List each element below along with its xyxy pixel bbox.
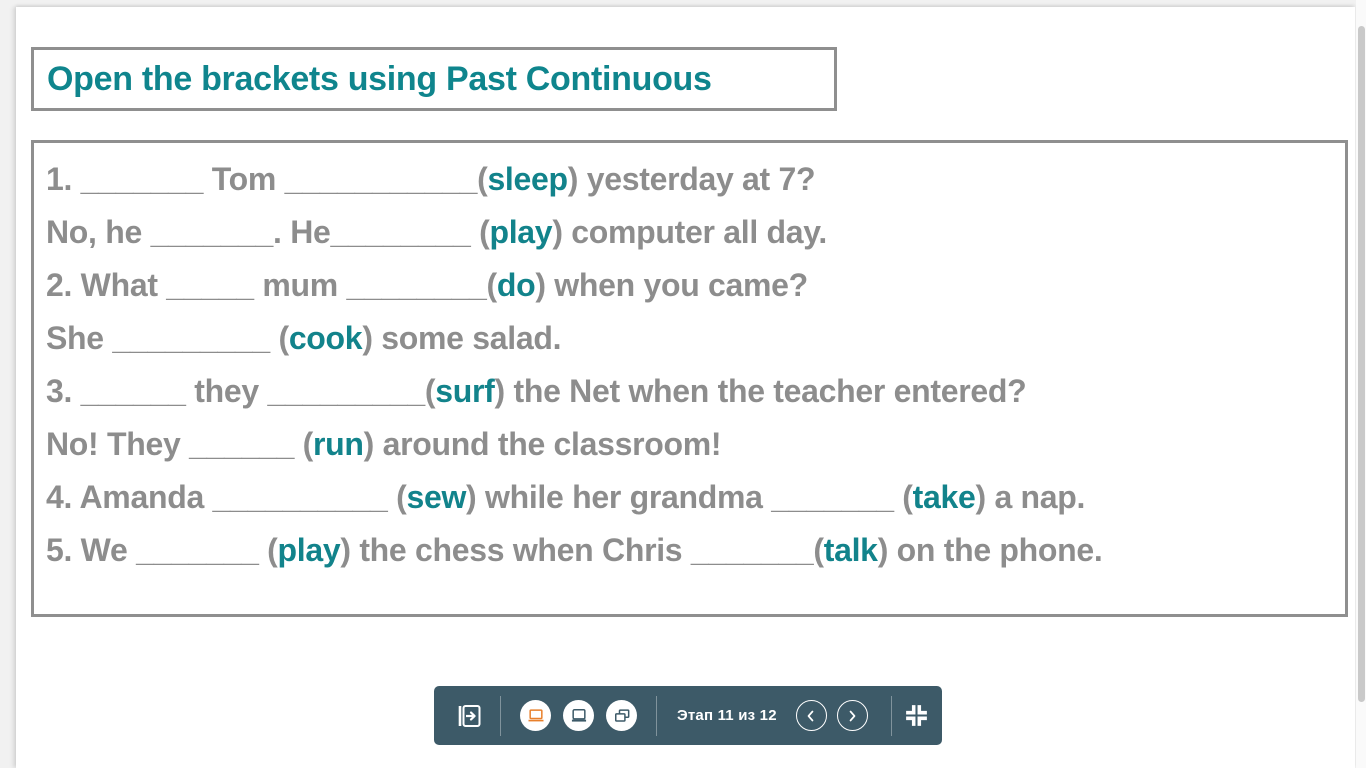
exit-slideshow-button[interactable]	[452, 699, 486, 733]
sentence-text: ) while her grandma _______ (	[466, 479, 913, 515]
sentence-text: ) a nap.	[975, 479, 1086, 515]
sentence-text: She _________ (	[46, 320, 289, 356]
previous-stage-button[interactable]	[796, 700, 827, 731]
sentence-text: ) some salad.	[362, 320, 562, 356]
exercise-line	[46, 418, 1333, 471]
stage-nav-group	[791, 700, 873, 731]
page-scrollbar-thumb[interactable]	[1358, 26, 1365, 702]
sentence-text: No! They ______ (	[46, 426, 314, 462]
presentation-toolbar	[434, 686, 942, 745]
page-title: Open the brackets using Past Continuous	[47, 59, 712, 98]
exercise-line	[46, 153, 1333, 206]
verb-hint: run	[313, 426, 364, 462]
exercise-line	[46, 524, 1333, 577]
overlapping-windows-icon	[612, 706, 632, 726]
page-scrollbar-track	[1356, 0, 1366, 768]
title-box	[31, 47, 837, 111]
next-stage-button[interactable]	[837, 700, 868, 731]
verb-hint: play	[277, 532, 341, 568]
sentence-text: ) around the classroom!	[363, 426, 722, 462]
verb-hint: play	[489, 214, 553, 250]
exercise-line	[46, 206, 1333, 259]
sentence-text: 1. _______ Tom ___________(	[46, 161, 488, 197]
verb-hint: take	[912, 479, 976, 515]
verb-hint: do	[496, 267, 536, 303]
stage-indicator: Этап 11 из 12	[677, 707, 777, 724]
collapse-fullscreen-button[interactable]	[902, 701, 932, 731]
screen-mode-button[interactable]	[520, 700, 551, 731]
toolbar-right	[892, 701, 942, 731]
sentence-text: 3. ______ they _________(	[46, 373, 436, 409]
chevron-right-icon	[845, 709, 859, 723]
sentence-text: ) computer all day.	[552, 214, 827, 250]
sentence-text: 4. Amanda __________ (	[46, 479, 407, 515]
exercise-line	[46, 365, 1333, 418]
toolbar-divider	[656, 696, 657, 736]
verb-hint: talk	[823, 532, 878, 568]
exercise-line	[46, 259, 1333, 312]
view-mode-group	[514, 700, 643, 731]
sentence-text: 2. What _____ mum ________(	[46, 267, 497, 303]
slide-canvas	[16, 7, 1355, 768]
laptop-icon	[526, 706, 546, 726]
sentence-text: ) on the phone.	[877, 532, 1103, 568]
windows-mode-button[interactable]	[606, 700, 637, 731]
verb-hint: surf	[435, 373, 495, 409]
laptop-icon	[569, 706, 589, 726]
exercise-line	[46, 312, 1333, 365]
exercise-box	[31, 140, 1348, 617]
box-arrow-right-icon	[454, 701, 484, 731]
verb-hint: sleep	[487, 161, 568, 197]
chevron-left-icon	[804, 709, 818, 723]
verb-hint: sew	[406, 479, 467, 515]
toolbar-divider	[500, 696, 501, 736]
verb-hint: cook	[288, 320, 363, 356]
sentence-text: ) the chess when Chris _______(	[340, 532, 824, 568]
sentence-text: 5. We _______ (	[46, 532, 278, 568]
exercise-lines	[46, 153, 1333, 577]
sentence-text: No, he _______. He________ (	[46, 214, 490, 250]
sentence-text: ) yesterday at 7?	[567, 161, 816, 197]
sentence-text: ) the Net when the teacher entered?	[494, 373, 1027, 409]
exercise-line	[46, 471, 1333, 524]
board-mode-button[interactable]	[563, 700, 594, 731]
sentence-text: ) when you came?	[535, 267, 808, 303]
compress-fullscreen-icon	[903, 702, 930, 729]
